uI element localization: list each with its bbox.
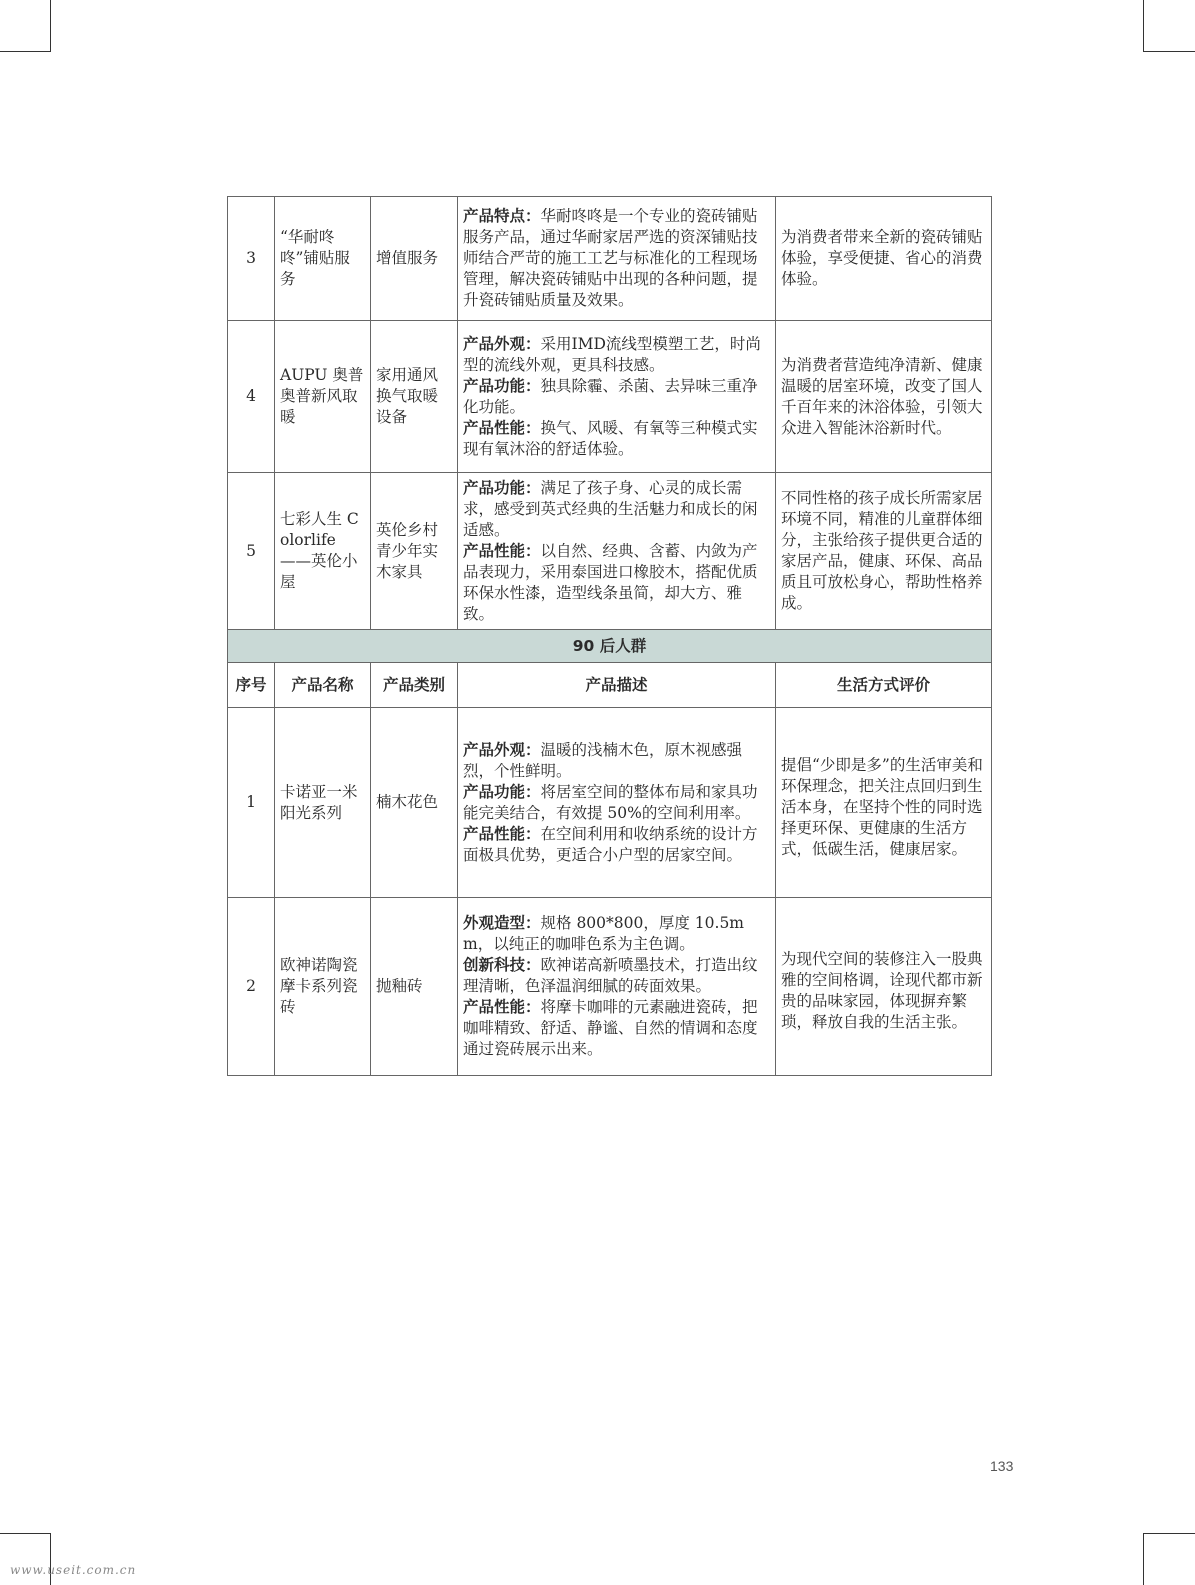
- lifestyle-evaluation: [776, 708, 992, 898]
- header-row: [228, 663, 992, 708]
- description-text: 华耐咚咚是一个专业的瓷砖铺贴服务产品，通过华耐家居严选的资深铺贴技师结合严苛的施工工艺与标准化的工程现场管理，解决瓷砖铺贴中出现的各种问题，提升瓷砖铺贴质量及效果。: [463, 207, 758, 309]
- description-paragraph: [463, 418, 770, 460]
- table-row: [228, 321, 992, 473]
- row-number: 5: [228, 473, 275, 630]
- description-text: 换气、风暖、有氧等三种模式实现有氧沐浴的舒适体验。: [463, 418, 758, 458]
- description-label: 产品功能：: [463, 478, 541, 497]
- crop-mark: [1143, 0, 1144, 52]
- product-category: 英伦乡村青少年实木家具: [371, 473, 458, 630]
- description-paragraph: [463, 541, 770, 625]
- table-body-rows: [228, 708, 992, 1076]
- product-description: [458, 708, 776, 898]
- description-label: 产品性能：: [463, 541, 541, 560]
- crop-mark: [1143, 1533, 1195, 1534]
- description-paragraph: [463, 997, 770, 1060]
- product-name: 七彩人生 Colorlife ——英伦小屋: [275, 473, 371, 630]
- description-text: 将居室空间的整体布局和家具功能完美结合，有效提 50%的空间利用率。: [463, 782, 758, 822]
- evaluation-text: 为消费者带来全新的瓷砖铺贴体验，享受便捷、省心的消费体验。: [781, 228, 983, 288]
- description-label: 产品外观：: [463, 740, 541, 759]
- crop-mark: [0, 1533, 51, 1534]
- description-text: 满足了孩子身、心灵的成长需求，感受到英式经典的生活魅力和成长的闲适感。: [463, 478, 758, 539]
- row-number: 1: [228, 708, 275, 898]
- description-label: 产品性能：: [463, 418, 541, 437]
- description-label: 创新科技：: [463, 956, 541, 974]
- table-body-top: [228, 197, 992, 630]
- description-text: 在空间利用和收纳系统的设计方面极具优势，更适合小户型的居家空间。: [463, 824, 758, 864]
- lifestyle-evaluation: [776, 321, 992, 473]
- crop-mark: [1143, 51, 1195, 52]
- product-category: 抛釉砖: [371, 898, 458, 1076]
- evaluation-text: 不同性格的孩子成长所需家居环境不同，精准的儿童群体细分，主张给孩子提供更合适的家居产品，健康、环保、高品质且可放松身心，帮助性格养成。: [781, 489, 983, 612]
- product-name: 欧神诺陶瓷摩卡系列瓷砖: [275, 898, 371, 1076]
- description-label: 产品性能：: [463, 824, 541, 843]
- description-text: 独具除霾、杀菌、去异味三重净化功能。: [463, 376, 758, 416]
- description-paragraph: [463, 478, 770, 541]
- crop-mark: [50, 0, 51, 52]
- row-number: 3: [228, 197, 275, 321]
- description-label: 产品功能：: [463, 376, 541, 395]
- table-row: [228, 898, 992, 1076]
- product-description: [458, 321, 776, 473]
- description-paragraph: [463, 824, 770, 866]
- product-category: 楠木花色: [371, 708, 458, 898]
- lifestyle-evaluation: [776, 197, 992, 321]
- description-paragraph: [463, 913, 770, 955]
- table-body-bottom: [228, 630, 992, 708]
- description-text: 规格 800*800，厚度 10.5mm，以纯正的咖啡色系为主色调。: [463, 914, 744, 953]
- description-paragraph: [463, 334, 770, 376]
- description-label: 产品外观：: [463, 334, 541, 353]
- table-row: [228, 197, 992, 321]
- header-eval: 生活方式评价: [776, 663, 992, 708]
- row-number: 2: [228, 898, 275, 1076]
- description-label: 外观造型：: [463, 914, 541, 932]
- header-name: 产品名称: [275, 663, 371, 708]
- crop-mark: [1143, 1533, 1144, 1585]
- product-name: 卡诺亚一米阳光系列: [275, 708, 371, 898]
- description-paragraph: [463, 782, 770, 824]
- product-name: AUPU 奥普奥普新风取暖: [275, 321, 371, 473]
- page-number: 133: [990, 1458, 1014, 1474]
- header-num: 序号: [228, 663, 275, 708]
- table-row: [228, 473, 992, 630]
- evaluation-text: 为消费者营造纯净清新、健康温暖的居室环境，改变了国人千百年来的沐浴体验，引领大众进入智能沐浴新时代。: [781, 355, 983, 437]
- description-text: 以自然、经典、含蓄、内敛为产品表现力，采用泰国进口橡胶木，搭配优质环保水性漆，造型线条虽简，却大方、雅致。: [463, 541, 758, 623]
- description-paragraph: [463, 955, 770, 997]
- product-table: [227, 196, 992, 1076]
- table-row: [228, 708, 992, 898]
- crop-mark: [50, 1533, 51, 1585]
- product-description: [458, 898, 776, 1076]
- description-paragraph: [463, 376, 770, 418]
- description-text: 温暖的浅楠木色，原木视感强烈，个性鲜明。: [463, 740, 743, 780]
- header-category: 产品类别: [371, 663, 458, 708]
- description-text: 将摩卡咖啡的元素融进瓷砖，把咖啡精致、舒适、静谧、自然的情调和态度通过瓷砖展示出来。: [463, 998, 758, 1058]
- product-category: 家用通风换气取暖设备: [371, 321, 458, 473]
- description-paragraph: [463, 740, 770, 782]
- product-description: [458, 473, 776, 630]
- watermark: www.useit.com.cn: [10, 1563, 137, 1577]
- row-number: 4: [228, 321, 275, 473]
- lifestyle-evaluation: [776, 898, 992, 1076]
- header-desc: 产品描述: [458, 663, 776, 708]
- description-label: 产品特点：: [463, 207, 541, 225]
- description-label: 产品功能：: [463, 782, 541, 801]
- product-description: [458, 197, 776, 321]
- section-row: [228, 630, 992, 663]
- description-text: 采用IMD流线型模塑工艺，时尚型的流线外观，更具科技感。: [463, 334, 761, 374]
- description-paragraph: [463, 206, 770, 311]
- evaluation-text: 为现代空间的装修注入一股典雅的空间格调，诠现代都市新贵的品味家园，体现摒弃繁琐，释放自我的生活主张。: [781, 950, 983, 1031]
- evaluation-text: 提倡“少即是多”的生活审美和环保理念，把关注点回归到生活本身，在坚持个性的同时选择更环保、更健康的生活方式，低碳生活，健康居家。: [781, 755, 983, 858]
- description-text: 欧神诺高新喷墨技术，打造出纹理清晰，色泽温润细腻的砖面效果。: [463, 956, 758, 995]
- lifestyle-evaluation: [776, 473, 992, 630]
- product-name: “华耐咚咚”铺贴服务: [275, 197, 371, 321]
- product-category: 增值服务: [371, 197, 458, 321]
- crop-mark: [0, 51, 51, 52]
- section-title: 90 后人群: [228, 630, 992, 663]
- description-label: 产品性能：: [463, 998, 541, 1016]
